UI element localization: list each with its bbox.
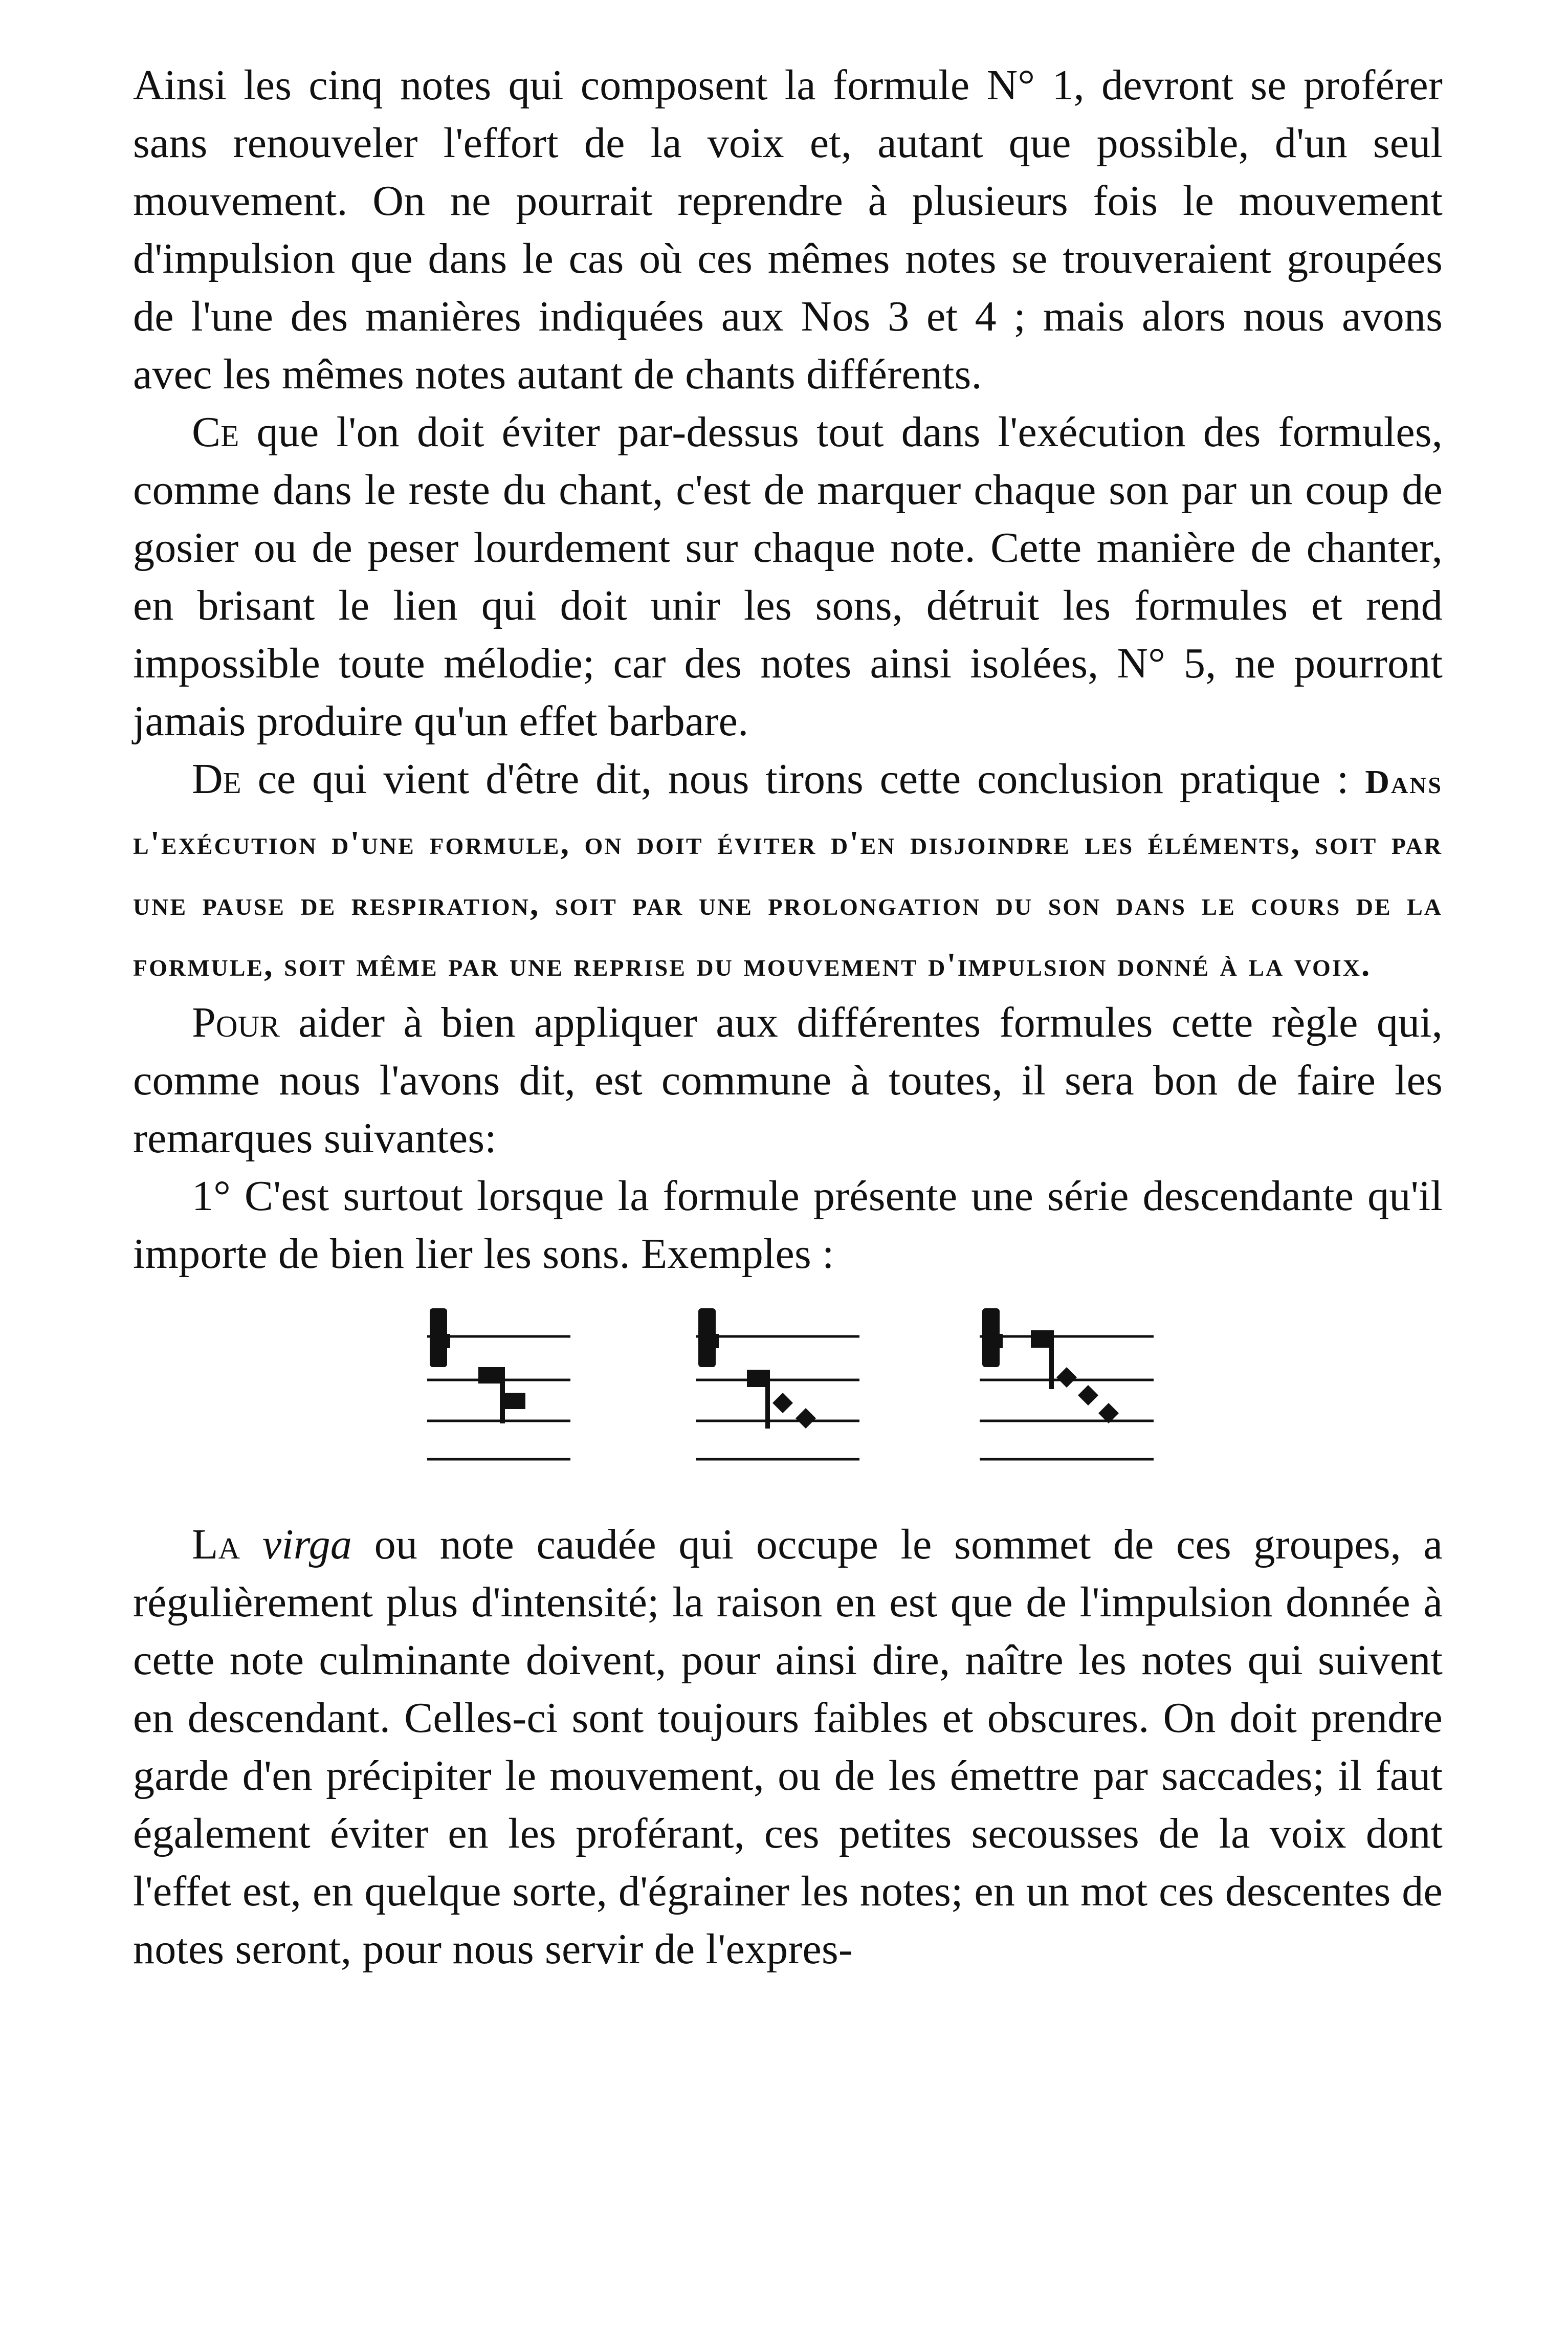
virga-note-icon bbox=[478, 1367, 502, 1384]
paragraph-remarks-intro bbox=[133, 994, 1443, 1167]
neume-example-clivis bbox=[422, 1290, 576, 1485]
paragraph-body: ou note caudée qui occupe le sommet de ces groupes, a régulièrement plus d'intensité; la raison en est que de l'impulsion donnée à cette note culminante doivent, pour ainsi dire, naître les notes qui suivent en descendant. Celles-ci sont toujours faibles et obscures. On doit prendre garde d'en précipiter le mouvement, ou de les émettre par saccades; il faut également éviter en les proférant, ces petites secousses de la voix dont l'effet est, en quelque sorte, d'égrainer les notes; en un mot ces descentes de notes seront, pour nous servir de l'expres- bbox=[133, 1521, 1443, 1973]
virga-note-icon bbox=[1031, 1330, 1052, 1348]
paragraph-lead-word: Ce bbox=[192, 408, 239, 456]
paragraph-formula-one: Ainsi les cinq notes qui composent la formule N° 1, devront se proférer sans renouveler l'effort de la voix et, autant que possible, d'un seul mouvement. On ne pourrait reprendre à plusieurs fois le mouvement d'impulsion que dans le cas où ces mêmes notes se trouveraient groupées de l'une des manières indiquées aux Nos 3 et 4 ; mais alors nous avons avec les mêmes notes autant de chants différents. bbox=[133, 61, 1443, 398]
italic-term: virga bbox=[262, 1521, 352, 1568]
rule-statement: Dans l'exécution d'une formule, on doit éviter d'en disjoindre les éléments, soit par une pause de respiration, soit par une prolongation du son dans le cours de la formule, soit même par une reprise du mouvement d'impulsion donné à la voix. bbox=[133, 763, 1443, 983]
paragraph-lead-word: Pour bbox=[192, 999, 280, 1046]
book-page bbox=[133, 56, 1443, 1978]
rhombus-note-icon bbox=[1056, 1367, 1077, 1388]
rhombus-note-icon bbox=[1078, 1385, 1098, 1406]
paragraph-lead-word: La bbox=[192, 1521, 240, 1568]
punctum-note-icon bbox=[504, 1393, 525, 1409]
do-clef-icon bbox=[982, 1308, 1000, 1367]
paragraph-body: ce qui vient d'être dit, nous tirons cette conclusion pratique : bbox=[241, 755, 1365, 803]
virga-note-icon bbox=[747, 1370, 768, 1387]
neume-examples bbox=[133, 1283, 1443, 1516]
do-clef-icon bbox=[430, 1308, 447, 1367]
paragraph-virga bbox=[133, 1516, 1443, 1978]
paragraph-avoid-marking bbox=[133, 403, 1443, 750]
neume-example-climacus-four bbox=[975, 1290, 1159, 1485]
paragraph-lead-word: De bbox=[192, 755, 241, 803]
paragraph-remark-one: 1° C'est surtout lorsque la formule présente une série descendante qu'il importe de bien lier les sons. Exemples : bbox=[133, 1172, 1443, 1278]
neume-example-climacus-three bbox=[691, 1290, 865, 1485]
paragraph-conclusion bbox=[133, 750, 1443, 994]
rhombus-note-icon bbox=[796, 1408, 816, 1429]
do-clef-icon bbox=[698, 1308, 716, 1367]
paragraph-body: que l'on doit éviter par-dessus tout dans l'exécution des formules, comme dans le reste du chant, c'est de marquer chaque son par un coup de gosier ou de peser lourdement sur chaque note. Cette manière de chanter, en brisant le lien qui doit unir les sons, détruit les formules et rend impossible toute mélodie; car des notes ainsi isolées, N° 5, ne pourront jamais produire qu'un effet barbare. bbox=[133, 408, 1443, 745]
paragraph-body: aider à bien appliquer aux différentes formules cette règle qui, comme nous l'avons dit, est commune à toutes, il sera bon de faire les remarques suivantes: bbox=[133, 999, 1443, 1162]
rhombus-note-icon bbox=[772, 1393, 793, 1413]
